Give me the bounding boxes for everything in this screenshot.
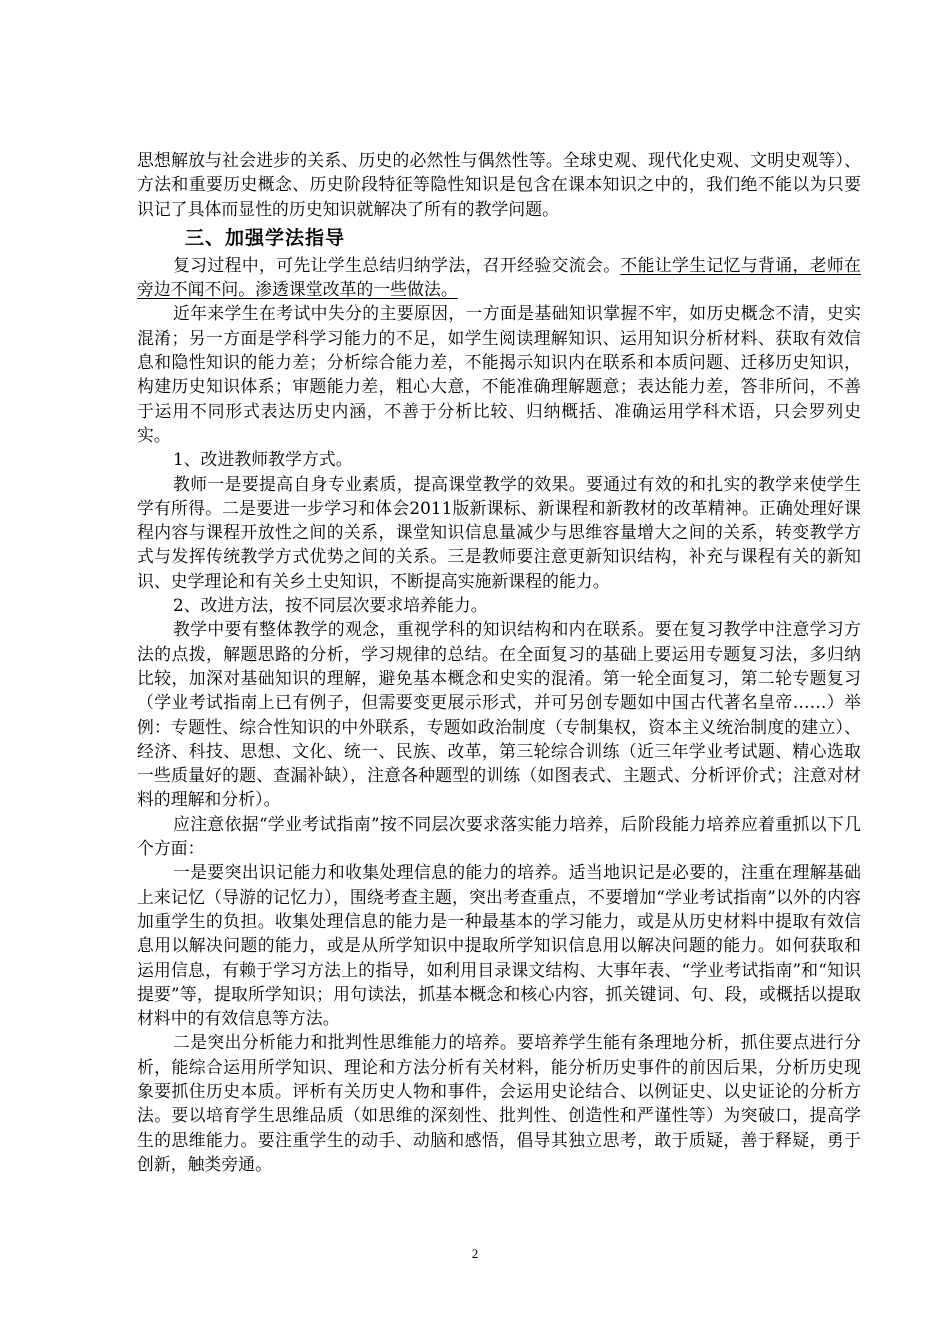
- paragraph-reasons: 近年来学生在考试中失分的主要原因，一方面是基础知识掌握不牢，如历史概念不清，史实混淆；另一方面是学科学习能力的不足，如学生阅读理解知识、运用知识分析材料、获取有效信息和隐性知识的能力差；分析综合能力差，不能揭示知识内在联系和本质问题、迁移历史知识，构建历史知识体系；审题能力差，粗心大意，不能准确理解题意；表达能力差，答非所问，不善于运用不同形式表达历史内涵，不善于分析比较、归纳概括、准确运用学科术语，只会罗列史实。: [137, 303, 861, 445]
- subheading-2: 2、改进方法，按不同层次要求培养能力。: [173, 595, 488, 616]
- page-number: 2: [471, 1246, 479, 1261]
- paragraph-point-1: 一是要突出识记能力和收集处理信息的能力的培养。适当地识记是必要的，注重在理解基础上来记忆（导游的记忆力），围绕考查主题，突出考查重点，不要增加“学业考试指南”以外的内容加重学生的负担。收集处理信息的能力是一种最基本的学习能力，或是从历史材料中提取有效信息用以解决问题的能力，或是从所学知识中提取所学知识信息用以解决问题的能力。如何获取和运用信息，有赖于学习方法上的指导，如利用目录课文结构、大事年表、“学业考试指南”和“知识提要”等，提取所学知识；用句读法，抓基本概念和核心内容，抓关键词、句、段，或概括以提取材料中的有效信息等方法。: [137, 862, 861, 1029]
- intro-text: 复习过程中，可先让学生总结归纳学法，召开经验交流会。: [173, 254, 621, 275]
- paragraph-point-2: 二是突出分析能力和批判性思维能力的培养。要培养学生能有条理地分析，抓住要点进行分析，能综合运用所学知识、理论和方法分析有关材料，能分析历史事件的前因后果，分析历史现象要抓住历史本质。评析有关历史人物和事件，会运用史论结合、以例证史、以史证论的分析方法。要以培育学生思维品质（如思维的深刻性、批判性、创造性和严谨性等）为突破口，提高学生的思维能力。要注重学生的动手、动脑和感悟，倡导其独立思考，敢于质疑，善于释疑，勇于创新，触类旁通。: [137, 1032, 861, 1174]
- paragraph-method: 教学中要有整体教学的观念，重视学科的知识结构和内在联系。要在复习教学中注意学习方法的点拨，解题思路的分析，学习规律的总结。在全面复习的基础上要运用专题复习法，多归纳比较，加深对基础知识的理解，避免基本概念和史实的混淆。第一轮全面复习，第二轮专题复习（学业考试指南上已有例子，但需要变更展示形式，并可另创专题如中国古代著名皇帝……）举例：专题性、综合性知识的中外联系，专题如政治制度（专制集权，资本主义统治制度的建立）、经济、科技、思想、文化、统一、民族、改革，第三轮综合训练（近三年学业考试题、精心选取一些质量好的题、查漏补缺），注意各种题型的训练（如图表式、主题式、分析评价式；注意对材料的理解和分析）。: [137, 619, 861, 810]
- intro-paragraph: [137, 253, 861, 302]
- continued-paragraph: 思想解放与社会进步的关系、历史的必然性与偶然性等。全球史观、现代化史观、文明史观等）、方法和重要历史概念、历史阶段特征等隐性知识是包含在课本知识之中的，我们绝不能以为只要识记了具体而显性的历史知识就解决了所有的教学问题。: [137, 150, 861, 219]
- intro-underlined-text: 不能让学生记忆与背诵，老师在旁边不闻不问。渗透课堂改革的一些做法。: [137, 254, 861, 300]
- subheading-1: 1、改进教师教学方式。: [173, 449, 353, 470]
- paragraph-guide: 应注意依据“学业考试指南”按不同层次要求落实能力培养，后阶段能力培养应着重抓以下几个方面：: [137, 813, 861, 859]
- paragraph-teacher: 教师一是要提高自身专业素质，提高课堂教学的效果。要通过有效的和扎实的教学来使学生学有所得。二是要进一步学习和体会2011版新课标、新课程和新教材的改革精神。正确处理好课程内容与课程开放性之间的关系，课堂知识信息量减少与思维容量增大之间的关系，转变教学方式与发挥传统教学方式优势之间的关系。三是教师要注意更新知识结构，补充与课程有关的新知识、史学理论和有关乡土史知识，不断提高实施新课程的能力。: [137, 473, 861, 591]
- page-content: [137, 148, 861, 1176]
- section-heading: 三、加强学法指导: [185, 226, 346, 249]
